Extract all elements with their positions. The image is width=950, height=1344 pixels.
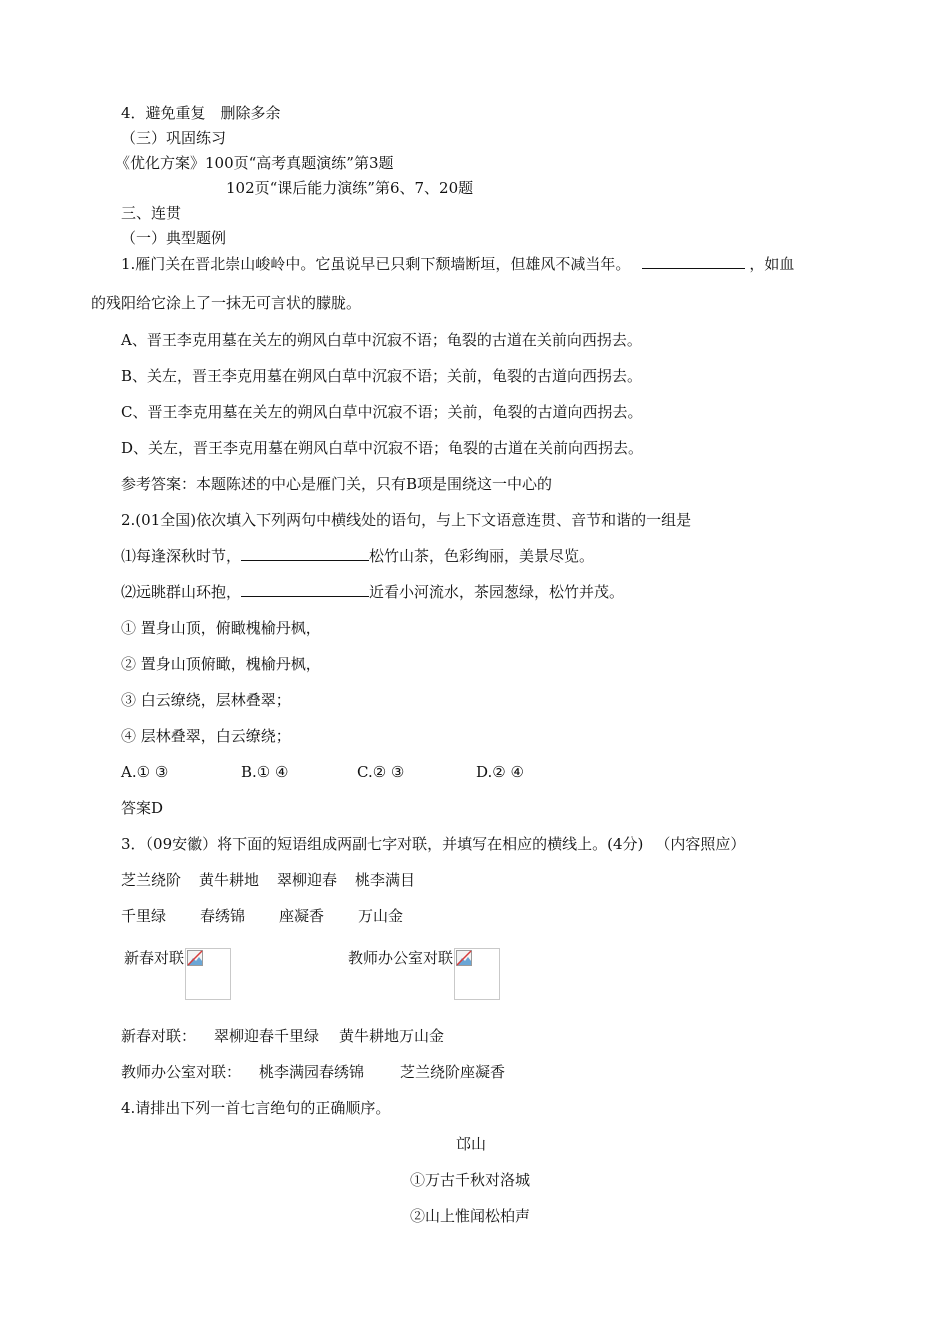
option-c: C、晋王李克用墓在关左的朔风白草中沉寂不语；关前，龟裂的古道向西拐去。 <box>121 403 643 421</box>
couplet-line: 桃李满园春绣锦 <box>259 1063 365 1081</box>
question-3-stem <box>121 834 745 854</box>
broken-image-icon <box>185 948 231 1000</box>
poem-line-2: ②山上惟闻松柏声 <box>410 1207 531 1225</box>
answer-label: 新春对联： <box>121 1027 197 1045</box>
practice-line-2: 102页“课后能力演练”第6、7、20题 <box>226 179 474 197</box>
question-1-stem <box>121 254 794 274</box>
phrase: 春绣锦 <box>200 907 246 925</box>
phrase: 座凝香 <box>279 907 325 925</box>
phrase-row-1 <box>121 870 415 890</box>
choice-4: ④ 层林叠翠，白云缭绕； <box>121 727 291 745</box>
section-heading-coherence: 三、连贯 <box>121 204 182 222</box>
answer-blank <box>241 546 369 561</box>
sentence-2-tail: 近看小河流水，茶园葱绿，松竹并茂。 <box>369 583 625 601</box>
question-1-text: 1.雁门关在晋北崇山峻岭中。它虽说早已只剩下颓墙断垣，但雄风不减当年。 <box>121 255 631 273</box>
phrase: 黄牛耕地 <box>199 871 260 889</box>
reference-answer-1: 参考答案：本题陈述的中心是雁门关，只有B项是围绕这一中心的 <box>121 475 553 493</box>
question-2-sentence-1 <box>121 546 594 566</box>
couplet-line: 芝兰绕阶座凝香 <box>400 1063 506 1081</box>
phrase: 桃李满目 <box>355 871 416 889</box>
office-couplet-label-text: 教师办公室对联 <box>348 949 454 967</box>
option-b: B、关左，晋王李克用墓在朔风白草中沉寂不语；关前，龟裂的古道向西拐去。 <box>121 367 643 385</box>
section-item-4: 4．避免重复 删除多余 <box>121 104 281 122</box>
office-couplet-answer <box>121 1062 505 1082</box>
reference-answer-2: 答案D <box>121 799 164 817</box>
phrase: 翠柳迎春 <box>277 871 338 889</box>
practice-line-1: 《优化方案》100页“高考真题演练”第3题 <box>115 154 394 172</box>
answer-blank <box>241 582 369 597</box>
question-3-hint: （内容照应） <box>655 835 746 853</box>
spring-couplet-answer <box>121 1026 444 1046</box>
subsection-heading-examples: （一）典型题例 <box>121 229 227 247</box>
poem-line-1: ①万古千秋对洛城 <box>410 1171 531 1189</box>
option-c-answer: C.② ③ <box>357 763 405 781</box>
question-3-paren: ) <box>637 835 644 853</box>
couplet-line: 黄牛耕地万山金 <box>339 1027 445 1045</box>
question-1-text-tail: ，如血 <box>749 255 795 273</box>
phrase: 芝兰绕阶 <box>121 871 182 889</box>
question-4-stem: 4.请排出下列一首七言绝句的正确顺序。 <box>121 1099 391 1117</box>
answer-blank <box>642 254 745 269</box>
couplet-line: 翠柳迎春千里绿 <box>214 1027 320 1045</box>
broken-image-icon <box>454 948 500 1000</box>
sentence-1-head: ⑴每逢深秋时节， <box>121 547 242 565</box>
phrase-row-2 <box>121 906 403 926</box>
choice-1: ① 置身山顶，俯瞰槐榆丹枫， <box>121 619 321 637</box>
phrase: 万山金 <box>358 907 404 925</box>
question-2-stem: 2.(01全国)依次填入下列两句中横线处的语句，与上下文语意连贯、音节和谐的一组是 <box>121 511 692 529</box>
option-d: D、关左，晋王李克用墓在朔风白草中沉寂不语；龟裂的古道在关前向西拐去。 <box>121 439 644 457</box>
spring-couplet-label-text: 新春对联 <box>124 949 185 967</box>
option-b-answer: B.① ④ <box>241 763 289 781</box>
answer-label: 教师办公室对联： <box>121 1063 242 1081</box>
sentence-2-head: ⑵远眺群山环抱， <box>121 583 242 601</box>
option-a-answer: A.① ③ <box>121 763 169 781</box>
sentence-1-tail: 松竹山茶，色彩绚丽，美景尽览。 <box>369 547 595 565</box>
option-a: A、晋王李克用墓在关左的朔风白草中沉寂不语；龟裂的古道在关前向西拐去。 <box>121 331 642 349</box>
office-couplet-label <box>348 948 500 1000</box>
question-2-sentence-2 <box>121 582 624 602</box>
phrase: 千里绿 <box>121 907 167 925</box>
spring-couplet-label <box>124 948 231 1000</box>
choice-2: ② 置身山顶俯瞰，槐榆丹枫， <box>121 655 321 673</box>
question-3-text: 3．（09安徽）将下面的短语组成两副七字对联，并填写在相应的横线上。(4分 <box>121 835 638 853</box>
option-d-answer: D.② ④ <box>476 763 524 781</box>
poem-title: 邙山 <box>456 1135 487 1153</box>
question-1-stem-continued: 的残阳给它涂上了一抹无可言状的朦胧。 <box>91 294 362 312</box>
subsection-heading-practice: （三）巩固练习 <box>121 129 227 147</box>
choice-3: ③ 白云缭绕，层林叠翠； <box>121 691 291 709</box>
